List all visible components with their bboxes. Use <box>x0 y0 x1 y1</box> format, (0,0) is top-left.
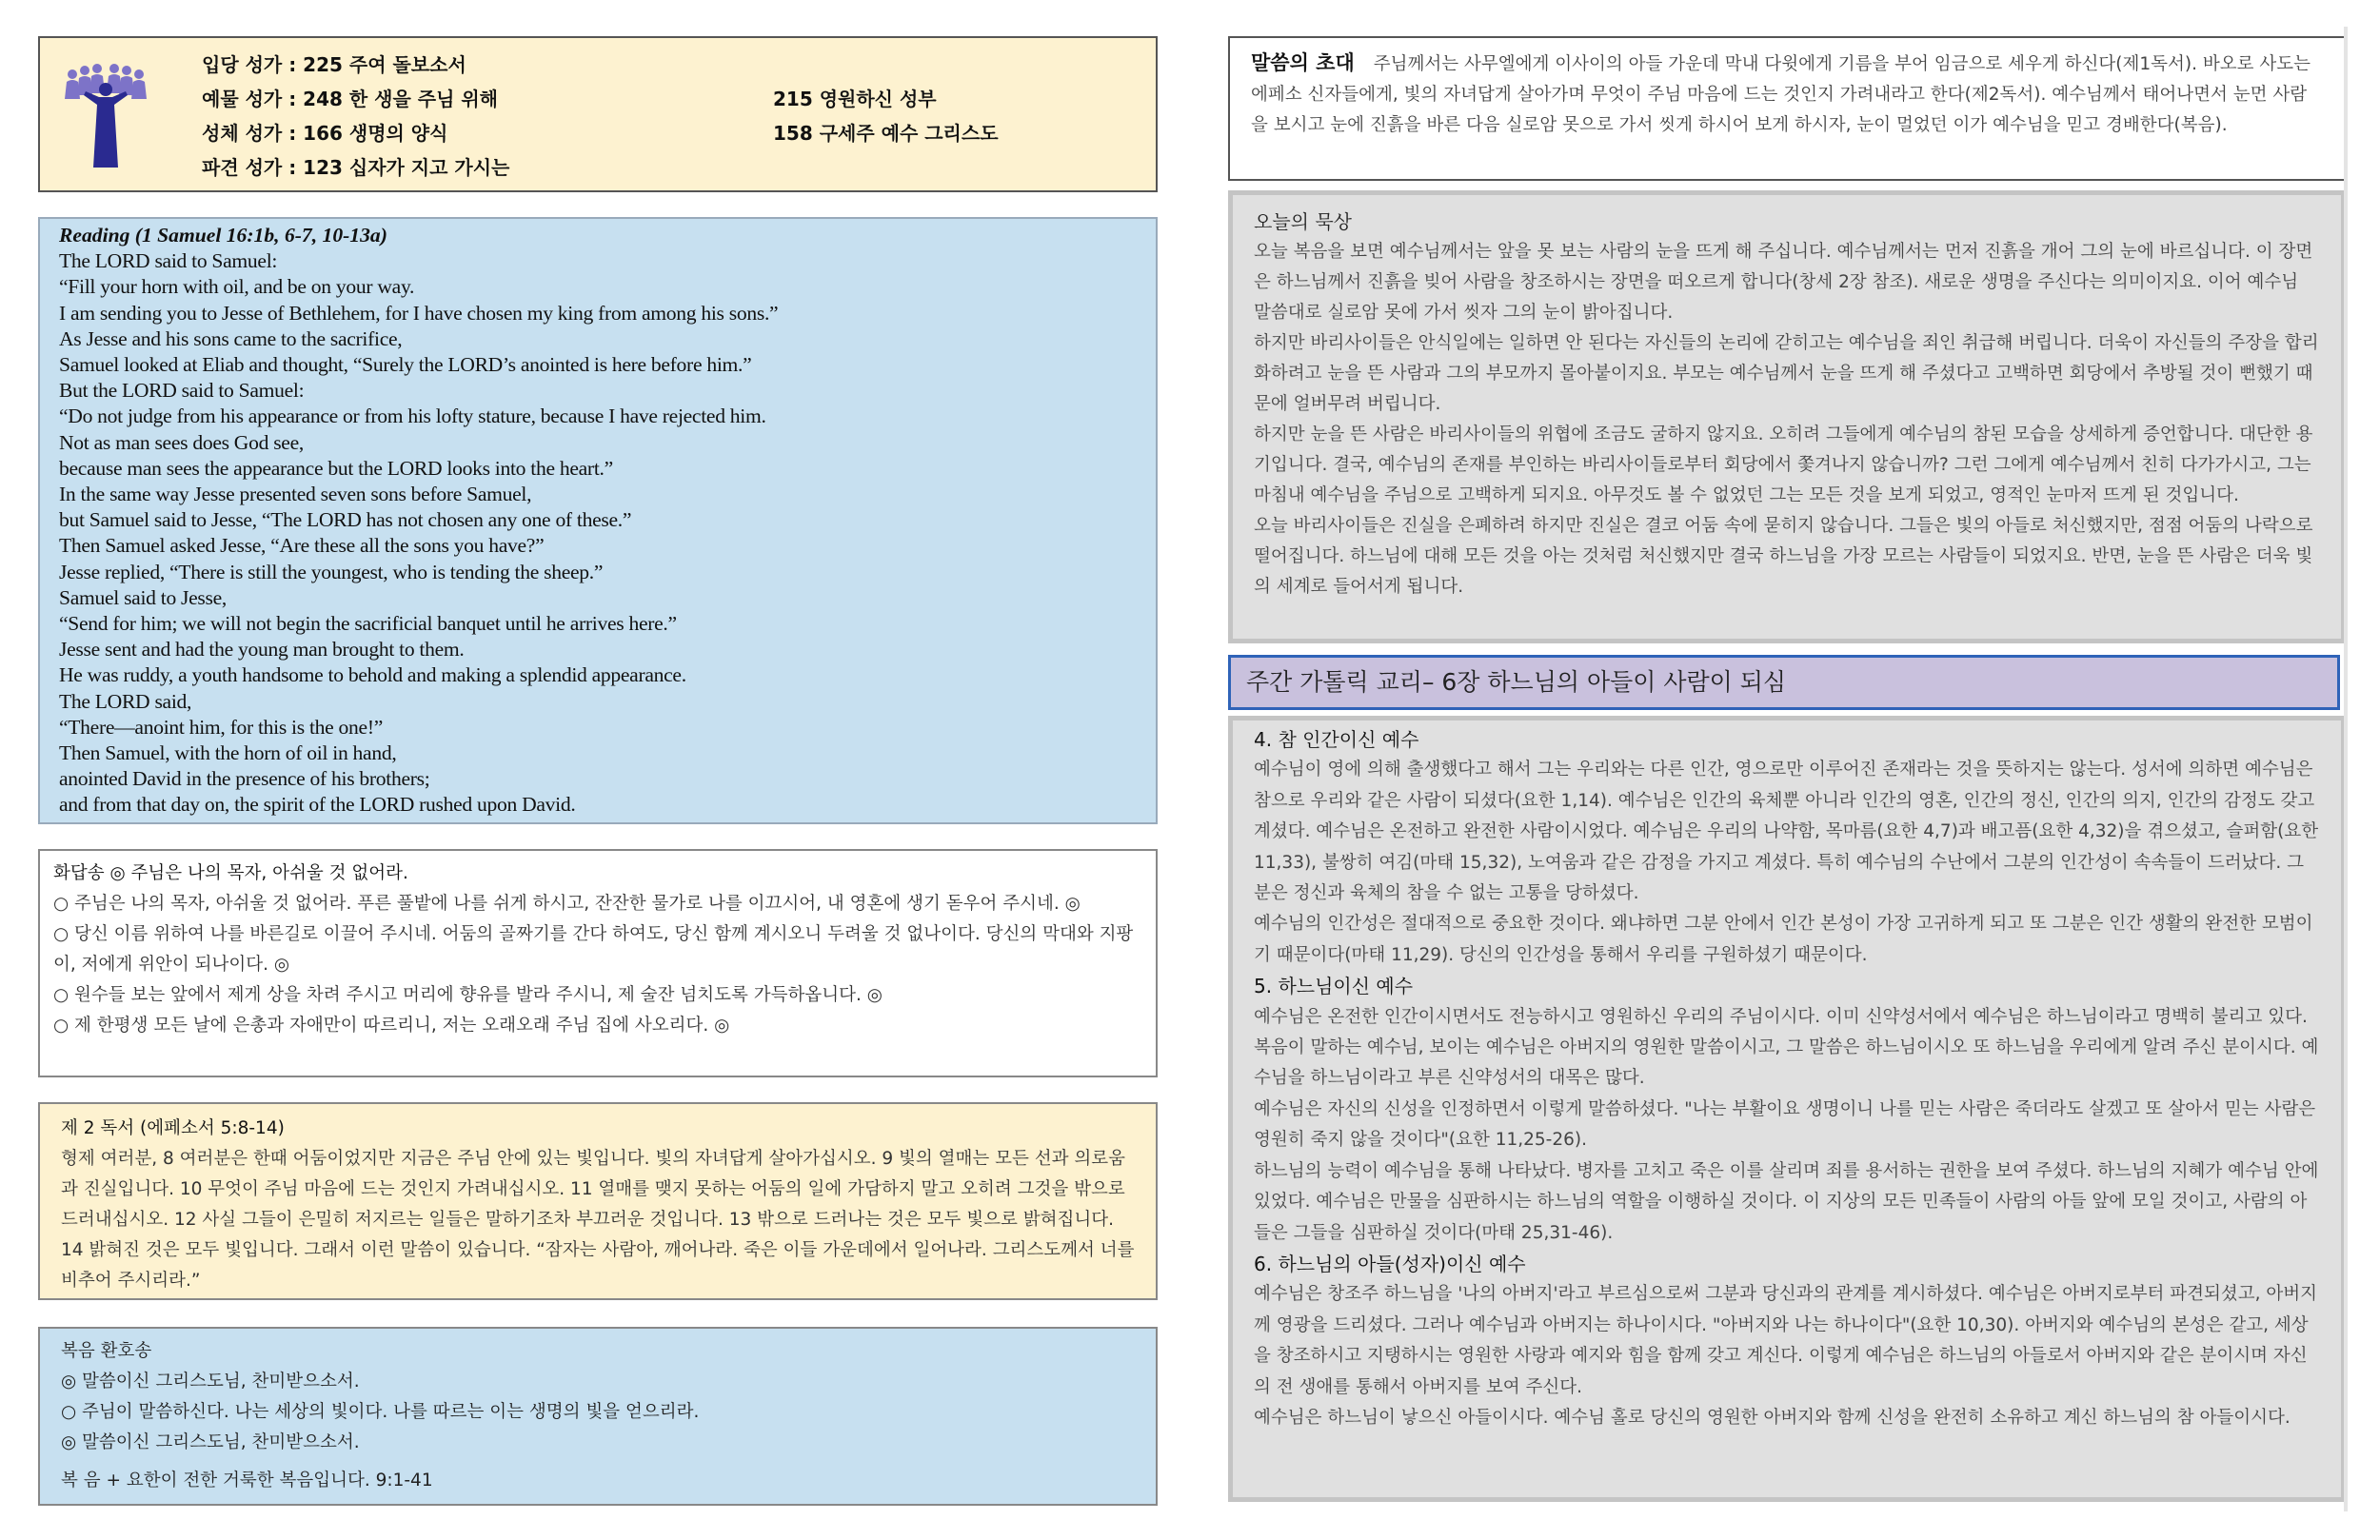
word-invitation-text <box>1251 48 2323 141</box>
meditation-title: 오늘의 묵상 <box>1254 210 1352 233</box>
second-reading-text: 형제 여러분, 8 여러분은 한때 어둠이었지만 지금은 주님 안에 있는 빛입니다. 빛의 자녀답게 살아가십시오. 9 빛의 열매는 모든 선과 의로움과 진실입니다. 10 무엇이 주님 마음에 드는 것인지 가려내십시오. 11 열매를 맺지 못하는 어둠의 일에 가담하지 말고 오히려 그것을 밖으로 드러내십시오. 12 사실 그들이 은밀히 저지르는 일들은 말하기조차 부끄러운 것입니다. 13 밖으로 드러나는 것은 모두 빛으로 밝혀집니다. 14 밝혀진 것은 모두 빛입니다. 그래서 이런 말씀이 있습니다. “잠자는 사람아, 깨어나라. 죽은 이들 가운데에서 일어나라. 그리스도께서 너를 비추어 주시리라.” <box>61 1149 1135 1291</box>
gospel-acclamation-box <box>38 1327 1158 1506</box>
catechism-box <box>1228 716 2346 1502</box>
first-reading-box <box>38 217 1158 824</box>
reading-line: He was ruddy, a youth handsome to behold and making a splendid appearance. <box>59 663 686 687</box>
meditation-paragraph: 오늘 복음을 보면 예수님께서는 앞을 못 보는 사람의 눈을 뜨게 해 주십니다. 예수님께서는 먼저 진흙을 개어 그의 눈에 바르십니다. 이 장면은 하느님께서 진흙을 빚어 사람을 창조하시는 장면을 떠오르게 합니다(창세 2장 참조). 새로운 생명을 주신다는 의미이지요. 이어 예수님 말씀대로 실로암 못에 가서 씻자 그의 눈이 밝아집니다. <box>1254 242 2313 323</box>
hymn-offertory: 예물 성가 : 248 한 생을 주님 위해 <box>202 88 499 110</box>
catechism-section-title: 4. 참 인간이신 예수 <box>1254 728 1419 751</box>
catechism-paragraph: 예수님은 창조주 하느님을 '나의 아버지'라고 부르심으로써 그분과 당신과의 관계를 계시하셨다. 예수님은 아버지로부터 파견되셨고, 아버지께 영광을 드리셨다. 그러나 예수님과 아버지는 하나이시다. "아버지와 나는 하나이다"(요한 10,30). 아버지와 예수님의 본성은 같고, 세상을 창조하시고 지탱하시는 영원한 사랑과 예지와 힘을 함께 갖고 계신다. 이렇게 예수님은 하느님의 아들로서 아버지와 같은 분이시며 자신의 전 생애를 통해서 아버지를 보여 주신다. <box>1254 1284 2318 1397</box>
psalm-verse: ○ 원수들 보는 앞에서 제게 상을 차려 주시고 머리에 향유를 발라 주시니, 제 술잔 넘치도록 가득하옵니다. ◎ <box>53 985 883 1005</box>
reading-line: Samuel looked at Eliab and thought, “Surely the LORD’s anointed is here before him.” <box>59 353 752 377</box>
reading-line: “Fill your horn with oil, and be on your way. <box>59 275 415 299</box>
catechism-paragraph: 예수님은 온전한 인간이시면서도 전능하시고 영원하신 우리의 주님이시다. 이미 신약성서에서 예수님은 하느님이라고 명백히 불리고 있다. 복음이 말하는 예수님, 보이는 예수님은 아버지의 영원한 말씀이시고, 그 말씀은 하느님이시오 또 하느님을 우리에게 알려 주신 분이시다. 예수님을 하느님이라고 부른 신약성서의 대목은 많다. <box>1254 1006 2319 1089</box>
hymn-communion: 성체 성가 : 166 생명의 양식 <box>202 122 448 145</box>
catechism-section-title: 6. 하느님의 아들(성자)이신 예수 <box>1254 1252 1526 1275</box>
reading-line: I am sending you to Jesse of Bethlehem, for I have chosen my king from among his sons.” <box>59 301 779 325</box>
psalm-title: 화답송 ◎ 주님은 나의 목자, 아쉬울 것 없어라. <box>53 863 408 883</box>
gospel-acclamation-line: ◎ 말씀이신 그리스도님, 찬미받으소서. <box>61 1372 360 1392</box>
psalm-verse: ○ 당신 이름 위하여 나를 바른길로 이끌어 주시네. 어둠의 골짜기를 간다 하여도, 당신 함께 계시오니 두려울 것 없나이다. 당신의 막대와 지팡이, 저에게 위안이 되나이다. ◎ <box>53 924 1134 975</box>
choir-icon <box>63 61 149 173</box>
reading-line: Samuel said to Jesse, <box>59 585 228 609</box>
catechism-section-title: 5. 하느님이신 예수 <box>1254 975 1414 998</box>
responsorial-psalm-box <box>38 849 1158 1077</box>
reading-line: “Send for him; we will not begin the sacrificial banquet until he arrives here.” <box>59 612 677 636</box>
reading-line: Then Samuel asked Jesse, “Are these all the sons you have?” <box>59 534 545 558</box>
catechism-paragraph: 예수님은 자신의 신성을 인정하면서 이렇게 말씀하셨다. "나는 부활이요 생명이니 나를 믿는 사람은 죽더라도 살겠고 또 살아서 믿는 사람은 영원히 죽지 않을 것이다"(요한 11,25-26). <box>1254 1098 2316 1151</box>
gospel-acclamation-line: ○ 주님이 말씀하신다. 나는 세상의 빛이다. 나를 따르는 이는 생명의 빛을 얻으리라. <box>61 1402 700 1422</box>
reading-line: Not as man sees does God see, <box>59 430 304 454</box>
page-edge-divider <box>2344 27 2348 1511</box>
meditation-box <box>1228 190 2346 643</box>
reading-line: The LORD said to Samuel: <box>59 249 278 273</box>
gospel-acclamation-line: ◎ 말씀이신 그리스도님, 찬미받으소서. <box>61 1432 360 1452</box>
second-reading-title: 제 2 독서 (에페소서 5:8-14) <box>61 1118 285 1138</box>
reading-line: “Do not judge from his appearance or from his lofty stature, because I have rejected him. <box>59 405 766 428</box>
reading-line: As Jesse and his sons came to the sacrifice, <box>59 326 403 350</box>
second-reading-box <box>38 1102 1158 1300</box>
catechism-paragraph: 하느님의 능력이 예수님을 통해 나타났다. 병자를 고치고 죽은 이를 살리며 죄를 용서하는 권한을 보여 주셨다. 하느님의 지혜가 예수님 안에 있었다. 예수님은 만물을 심판하시는 하느님의 역할을 이행하실 것이다. 이 지상의 모든 민족들이 사람의 아들 앞에 모일 것이고, 사람의 아들은 그들을 심판하실 것이다(마태 25,31-46). <box>1254 1160 2319 1243</box>
reading-line: because man sees the appearance but the LORD looks into the heart.” <box>59 456 613 480</box>
reading-line: Jesse sent and had the young man brought to them. <box>59 638 465 661</box>
reading-line: “There—anoint him, for this is the one!” <box>59 715 383 739</box>
gospel-acclamation-title: 복음 환호송 <box>61 1341 152 1361</box>
reading-line: and from that day on, the spirit of the LORD rushed upon David. <box>59 793 576 817</box>
catechism-paragraph: 예수님이 영에 의해 출생했다고 해서 그는 우리와는 다른 인간, 영으로만 이루어진 존재라는 것을 뜻하지는 않는다. 성서에 의하면 예수님은 참으로 우리와 같은 사람이 되셨다(요한 1,14). 예수님은 인간의 육체뿐 아니라 인간의 영혼, 인간의 정신, 인간의 의지, 인간의 감정도 갖고 계셨다. 예수님은 온전하고 완전한 사람이시었다. 예수님은 우리의 나약함, 목마름(요한 4,7)과 배고픔(요한 4,32)을 겪으셨고, 슬퍼함(요한 11,33), 불쌍히 여김(마태 15,32), 노여움과 같은 감정을 가지고 계셨다. 특히 예수님의 수난에서 그분의 인간성이 속속들이 드러났다. 그분은 정신과 육체의 참을 수 없는 고통을 당하셨다. <box>1254 760 2319 904</box>
hymn-communion-alt: 158 구세주 예수 그리스도 <box>773 122 999 145</box>
gospel-reference: 복 음 + 요한이 전한 거룩한 복음입니다. 9:1-41 <box>61 1471 433 1491</box>
catechism-paragraph: 예수님의 인간성은 절대적으로 중요한 것이다. 왜냐하면 그분 안에서 인간 본성이 가장 고귀하게 되고 또 그분은 인간 생활의 완전한 모범이기 때문이다(마태 11,29). 당신의 인간성을 통해서 우리를 구원하셨기 때문이다. <box>1254 914 2313 965</box>
meditation-paragraph: 오늘 바리사이들은 진실을 은폐하려 하지만 진실은 결코 어둠 속에 묻히지 않습니다. 그들은 빛의 아들로 처신했지만, 점점 어둠의 나락으로 떨어집니다. 하느님에 대해 모든 것을 아는 것처럼 처신했지만 결국 하느님을 가장 모르는 사람들이 되었지요. 반면, 눈을 뜬 사람은 더욱 빛의 세계로 들어서게 됩니다. <box>1254 516 2313 597</box>
hymn-offertory-alt: 215 영원하신 성부 <box>773 88 937 110</box>
psalm-verse: ○ 제 한평생 모든 날에 은총과 자애만이 따르리니, 저는 오래오래 주님 집에 사오리다. ◎ <box>53 1016 730 1036</box>
meditation-paragraph: 하지만 바리사이들은 안식일에는 일하면 안 된다는 자신들의 논리에 갇히고는 예수님을 죄인 취급해 버립니다. 더욱이 자신들의 주장을 합리화하려고 눈을 뜬 사람과 그의 부모까지 몰아붙이지요. 부모는 예수님께서 눈을 뜨게 해 주셨다고 고백하면 회당에서 추방될 것이 뻔했기 때문에 얼버무려 버립니다. <box>1254 333 2319 414</box>
reading-line: but Samuel said to Jesse, “The LORD has not chosen any one of these.” <box>59 508 632 532</box>
psalm-verse: ○ 주님은 나의 목자, 아쉬울 것 없어라. 푸른 풀밭에 나를 쉬게 하시고, 잔잔한 물가로 나를 이끄시어, 내 영혼에 생기 돋우어 주시네. ◎ <box>53 894 1081 914</box>
reading-line: In the same way Jesse presented seven sons before Samuel, <box>59 483 532 506</box>
reading-line: But the LORD said to Samuel: <box>59 379 305 403</box>
hymn-entrance: 입당 성가 : 225 주여 돌보소서 <box>202 53 466 76</box>
word-invitation-title: 말씀의 초대 <box>1251 51 1355 74</box>
first-reading-title: Reading (1 Samuel 16:1b, 6-7, 10-13a) <box>59 224 387 247</box>
reading-line: The LORD said, <box>59 689 192 713</box>
hymn-recessional: 파견 성가 : 123 십자가 지고 가시는 <box>202 156 510 179</box>
reading-line: Then Samuel, with the horn of oil in hand, <box>59 741 397 765</box>
catechism-header: 주간 가톨릭 교리– 6장 하느님의 아들이 사람이 되심 <box>1228 655 2340 710</box>
word-invitation-body: 주님께서는 사무엘에게 이사이의 아들 가운데 막내 다윗에게 기름을 부어 임금으로 세우게 하신다(제1독서). 바오로 사도는 에페소 신자들에게, 빛의 자녀답게 살아가며 무엇이 주님 마음에 드는 것인지 가려내라고 한다(제2독서). 예수님께서 태어나면서 눈먼 사람을 보시고 눈에 진흙을 바른 다음 실로암 못으로 가서 씻게 하시어 보게 하시자, 눈이 멀었던 이가 예수님을 믿고 경배한다(복음). <box>1251 54 2311 135</box>
meditation-paragraph: 하지만 눈을 뜬 사람은 바리사이들의 위협에 조금도 굴하지 않지요. 오히려 그들에게 예수님의 참된 모습을 상세하게 증언합니다. 대단한 용기입니다. 결국, 예수님의 존재를 부인하는 바리사이들로부터 회당에서 쫓겨나지 않습니까? 그런 그에게 예수님께서 친히 다가가시고, 그는 마침내 예수님을 주님으로 고백하게 되지요. 아무것도 볼 수 없었던 그는 모든 것을 보게 되었고, 영적인 눈마저 뜨게 된 것입니다. <box>1254 424 2313 505</box>
reading-line: Jesse replied, “There is still the youngest, who is tending the sheep.” <box>59 560 604 583</box>
hymn-list-box <box>38 36 1158 192</box>
word-invitation-box <box>1228 36 2346 181</box>
reading-line: anointed David in the presence of his brothers; <box>59 767 430 791</box>
catechism-paragraph: 예수님은 하느님이 낳으신 아들이시다. 예수님 홀로 당신의 영원한 아버지와 함께 신성을 완전히 소유하고 계신 하느님의 참 아들이시다. <box>1254 1407 2291 1428</box>
